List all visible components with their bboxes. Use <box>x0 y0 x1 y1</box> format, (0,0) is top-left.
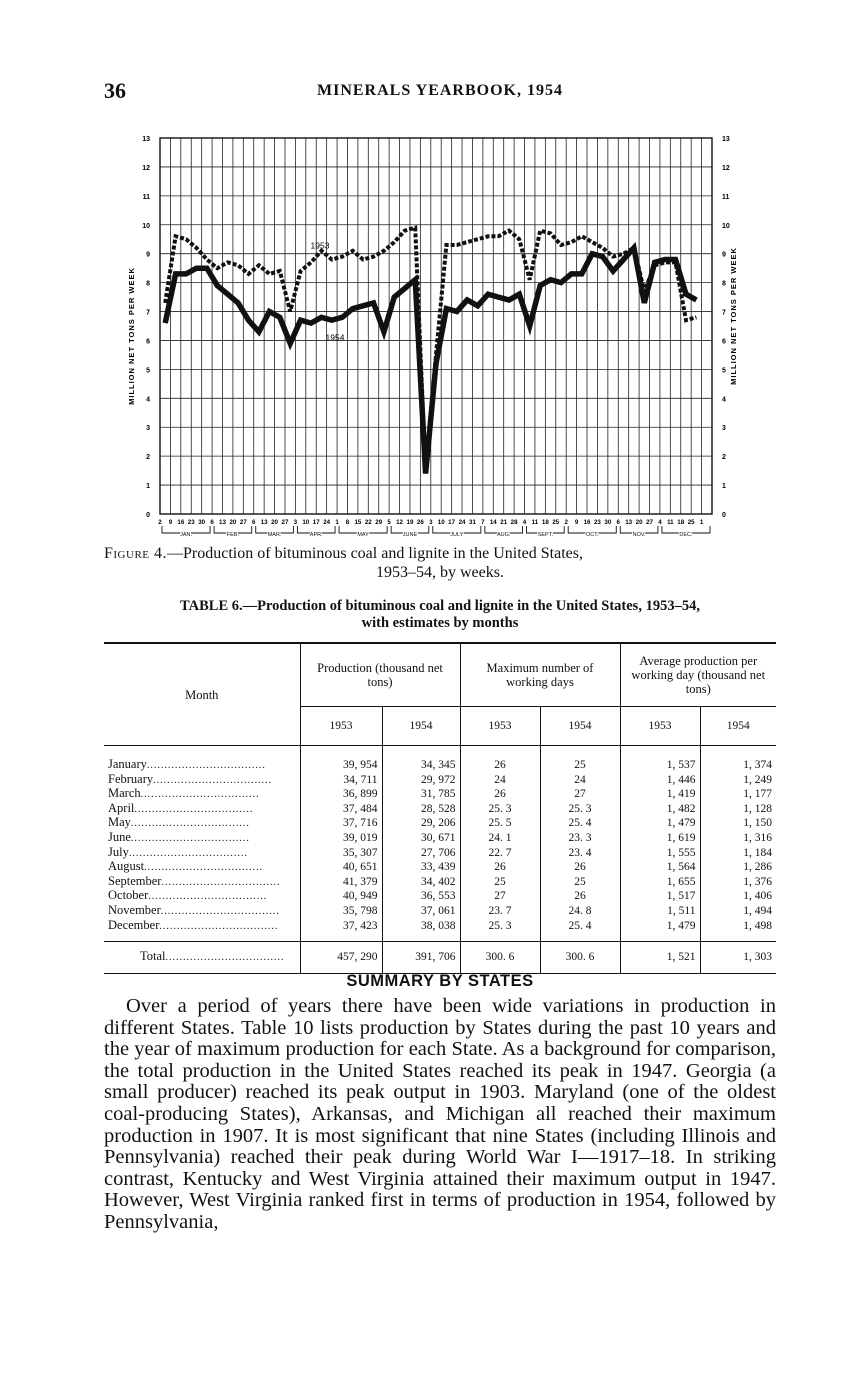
prod-cell: 391, 706 <box>382 942 460 974</box>
year-header: 1953 <box>620 707 700 746</box>
leader-dots: .................................. <box>159 920 279 932</box>
days-cell: 25. 3 <box>460 802 540 817</box>
leader-dots: .................................. <box>144 862 264 874</box>
y-axis-title-right: MILLION NET TONS PER WEEK <box>729 247 738 385</box>
avg-cell: 1, 521 <box>620 942 700 974</box>
leader-dots: .................................. <box>130 818 250 830</box>
leader-dots: .................................. <box>140 789 260 801</box>
y-tick-label-left: 0 <box>146 512 150 519</box>
leader-dots: .................................. <box>134 803 254 815</box>
table-row <box>104 802 776 817</box>
leader-dots: .................................. <box>128 847 248 859</box>
x-tick-label: 27 <box>646 519 653 526</box>
days-cell: 27 <box>460 889 540 904</box>
month-column-header: Month <box>104 643 300 746</box>
month-label: JAN. <box>180 532 192 538</box>
x-tick-label: 4 <box>658 519 662 526</box>
x-tick-label: 23 <box>593 519 601 526</box>
avg-cell: 1, 511 <box>620 904 700 919</box>
days-cell: 23. 7 <box>460 904 540 919</box>
figure-caption-line1: —Production of bituminous coal and lignite in the United States, <box>167 545 583 562</box>
month-label: OCT. <box>585 532 599 538</box>
leader-dots: .................................. <box>161 876 281 888</box>
table-title-line2: with estimates by months <box>361 615 519 631</box>
x-tick-label: 16 <box>583 519 591 526</box>
x-tick-label: 18 <box>677 519 685 526</box>
y-tick-label-left: 1 <box>146 483 150 491</box>
month-label: MAR. <box>267 532 282 538</box>
avg-cell: 1, 249 <box>700 773 776 788</box>
days-cell: 26 <box>540 860 620 875</box>
running-title: MINERALS YEARBOOK, 1954 <box>317 82 563 99</box>
month-cell <box>104 831 300 846</box>
table-row <box>104 860 776 875</box>
production-column-header: Production (thousand net tons) <box>300 643 460 707</box>
y-tick-label-left: 2 <box>146 454 150 462</box>
series-label-1953: 1953 <box>310 240 330 251</box>
month-label: APR. <box>309 532 323 538</box>
month-label: August <box>108 860 145 874</box>
x-tick-label: 24 <box>323 519 331 526</box>
x-tick-label: 18 <box>541 519 549 526</box>
table-row <box>104 746 776 773</box>
month-label: Total <box>140 949 166 964</box>
month-label: March <box>108 787 141 801</box>
x-tick-label: 10 <box>302 519 310 526</box>
prod-cell: 41, 379 <box>300 875 382 890</box>
y-tick-label-right: 1 <box>722 483 726 491</box>
month-label: May <box>108 816 131 830</box>
x-tick-label: 5 <box>387 519 391 526</box>
leader-dots: .................................. <box>130 832 250 844</box>
prod-cell: 39, 954 <box>300 746 382 773</box>
avg-cell: 1, 555 <box>620 846 700 861</box>
month-label: DEC. <box>679 532 693 538</box>
avg-cell: 1, 517 <box>620 889 700 904</box>
avg-cell: 1, 184 <box>700 846 776 861</box>
prod-cell: 29, 206 <box>382 816 460 831</box>
days-cell: 23. 3 <box>540 831 620 846</box>
y-tick-label-right: 2 <box>722 454 726 462</box>
table-row <box>104 831 776 846</box>
prod-cell: 28, 528 <box>382 802 460 817</box>
page-number: 36 <box>104 78 126 103</box>
x-tick-label: 9 <box>574 519 579 526</box>
y-tick-label-right: 12 <box>722 164 730 172</box>
month-cell <box>104 773 300 788</box>
x-tick-label: 13 <box>219 519 226 526</box>
prod-cell: 34, 402 <box>382 875 460 890</box>
avg-cell: 1, 376 <box>700 875 776 890</box>
y-tick-label-right: 3 <box>722 425 726 433</box>
x-tick-label: 13 <box>260 519 268 526</box>
table-row <box>104 889 776 904</box>
y-tick-label-left: 6 <box>146 338 150 346</box>
x-tick-label: 27 <box>239 519 247 526</box>
y-tick-label-left: 12 <box>142 164 150 172</box>
y-tick-label-right: 4 <box>722 396 726 404</box>
x-tick-label: 31 <box>469 519 476 526</box>
x-tick-label: 3 <box>429 519 433 526</box>
leader-dots: .................................. <box>160 905 280 917</box>
plot-frame <box>160 138 712 514</box>
y-tick-label-left: 5 <box>146 367 150 375</box>
prod-cell: 35, 307 <box>300 846 382 861</box>
x-tick-label: 19 <box>406 519 414 526</box>
x-tick-label: 7 <box>481 519 485 526</box>
avg-cell: 1, 303 <box>700 942 776 974</box>
y-tick-label-left: 11 <box>142 193 150 201</box>
weekly-production-chart <box>120 124 740 544</box>
days-cell: 24. 1 <box>460 831 540 846</box>
prod-cell: 33, 439 <box>382 860 460 875</box>
x-tick-label: 14 <box>489 519 497 526</box>
prod-cell: 37, 484 <box>300 802 382 817</box>
figure-caption-line2: 1953–54, by weeks. <box>376 564 504 581</box>
avg-cell: 1, 150 <box>700 816 776 831</box>
days-cell: 24 <box>540 773 620 788</box>
days-cell: 25. 5 <box>460 816 540 831</box>
y-tick-label-left: 7 <box>146 309 150 317</box>
month-cell <box>104 889 300 904</box>
month-label: June <box>108 830 131 844</box>
year-header: 1954 <box>700 707 776 746</box>
avg-cell: 1, 374 <box>700 746 776 773</box>
days-cell: 26 <box>460 746 540 773</box>
table-row <box>104 773 776 788</box>
days-cell: 26 <box>460 860 540 875</box>
table-title <box>104 598 776 632</box>
prod-cell: 34, 711 <box>300 773 382 788</box>
table-total-row <box>104 942 776 974</box>
y-tick-label-right: 7 <box>722 309 726 317</box>
avg-cell: 1, 479 <box>620 919 700 942</box>
y-axis-title-left: MILLION NET TONS PER WEEK <box>127 267 136 405</box>
days-cell: 24 <box>460 773 540 788</box>
x-tick-label: 30 <box>604 519 612 526</box>
x-tick-label: 30 <box>198 519 206 526</box>
x-tick-label: 2 <box>158 519 162 526</box>
days-cell: 25 <box>540 875 620 890</box>
y-tick-label-right: 0 <box>722 512 726 519</box>
x-tick-label: 12 <box>396 519 403 526</box>
section-heading: SUMMARY BY STATES <box>346 972 534 990</box>
x-tick-label: 6 <box>252 519 256 526</box>
y-tick-label-left: 10 <box>142 222 150 230</box>
leader-dots: .................................. <box>165 952 285 964</box>
avg-cell: 1, 419 <box>620 787 700 802</box>
y-tick-label-left: 13 <box>142 136 150 143</box>
y-tick-label-right: 6 <box>722 338 726 346</box>
avg-cell: 1, 482 <box>620 802 700 817</box>
x-tick-label: 1 <box>335 519 339 526</box>
prod-cell: 38, 038 <box>382 919 460 942</box>
avg-cell: 1, 494 <box>700 904 776 919</box>
x-tick-label: 17 <box>448 519 456 526</box>
prod-cell: 30, 671 <box>382 831 460 846</box>
prod-cell: 29, 972 <box>382 773 460 788</box>
x-tick-label: 11 <box>667 519 674 526</box>
x-tick-label: 20 <box>229 519 237 526</box>
table-row <box>104 904 776 919</box>
prod-cell: 457, 290 <box>300 942 382 974</box>
month-cell <box>104 875 300 890</box>
days-cell: 26 <box>460 787 540 802</box>
month-label: December <box>108 918 160 932</box>
x-tick-label: 24 <box>458 519 466 526</box>
table-row <box>104 787 776 802</box>
avg-cell: 1, 406 <box>700 889 776 904</box>
x-tick-label: 4 <box>522 519 527 526</box>
days-cell: 23. 4 <box>540 846 620 861</box>
chart-grid <box>160 138 712 514</box>
days-cell: 25. 4 <box>540 919 620 942</box>
x-tick-label: 13 <box>625 519 633 526</box>
x-tick-label: 26 <box>416 519 424 526</box>
month-label: October <box>108 889 149 903</box>
x-tick-label: 28 <box>510 519 518 526</box>
prod-cell: 36, 899 <box>300 787 382 802</box>
avg-cell: 1, 564 <box>620 860 700 875</box>
month-cell <box>104 904 300 919</box>
max-days-column-header: Maximum number of working days <box>460 643 620 707</box>
month-cell <box>104 787 300 802</box>
days-cell: 300. 6 <box>540 942 620 974</box>
y-tick-label-right: 11 <box>722 193 730 201</box>
avg-production-column-header: Average production per working day (thousand net tons) <box>620 643 776 707</box>
y-tick-label-right: 5 <box>722 367 726 375</box>
x-tick-label: 27 <box>281 519 289 526</box>
avg-cell: 1, 446 <box>620 773 700 788</box>
month-cell <box>104 816 300 831</box>
month-label: September <box>108 874 162 888</box>
prod-cell: 37, 716 <box>300 816 382 831</box>
leader-dots: .................................. <box>148 891 268 903</box>
prod-cell: 37, 061 <box>382 904 460 919</box>
month-label: FEB. <box>226 532 240 538</box>
prod-cell: 40, 651 <box>300 860 382 875</box>
y-tick-label-left: 3 <box>146 425 150 433</box>
summary-paragraph: Over a period of years there have been wide variations in production in different States. Table 10 lists production by States during the past 10 years and the year of maximum production for each State. As a background for comparison, the total production in the United States reached its peak in 1947. Georgia (a small producer) reached its peak output in 1903. Maryland (one of the oldest coal-producing States), Arkansas, and Michigan all reached their maximum production in 1907. It is most significant that nine States (including Illinois and Pennsylvania) reached their peak during World War I—1917–18. In striking contrast, Kentucky and West Virginia attained their maximum output in 1947. However, West Virginia ranked first in terms of production in 1954, followed by Pennsylvania, <box>104 995 776 1233</box>
avg-cell: 1, 655 <box>620 875 700 890</box>
y-tick-label-left: 4 <box>146 396 150 404</box>
x-tick-label: 17 <box>312 519 320 526</box>
days-cell: 26 <box>540 889 620 904</box>
avg-cell: 1, 479 <box>620 816 700 831</box>
x-tick-label: 25 <box>687 519 695 526</box>
days-cell: 24. 8 <box>540 904 620 919</box>
prod-cell: 36, 553 <box>382 889 460 904</box>
prod-cell: 40, 949 <box>300 889 382 904</box>
month-label: January <box>108 757 147 771</box>
prod-cell: 35, 798 <box>300 904 382 919</box>
y-tick-label-left: 9 <box>146 251 150 259</box>
figure-caption <box>104 544 776 582</box>
prod-cell: 34, 345 <box>382 746 460 773</box>
table-row <box>104 919 776 942</box>
year-header: 1954 <box>540 707 620 746</box>
y-tick-label-right: 13 <box>722 136 730 143</box>
month-label: February <box>108 772 154 786</box>
month-label: November <box>108 903 161 917</box>
prod-cell: 37, 423 <box>300 919 382 942</box>
series-label-1954: 1954 <box>325 332 345 343</box>
month-cell <box>104 942 300 974</box>
x-tick-label: 9 <box>168 519 173 526</box>
page-header <box>104 78 776 106</box>
y-tick-label-right: 9 <box>722 251 726 259</box>
x-tick-label: 2 <box>564 519 568 526</box>
x-tick-label: 16 <box>177 519 185 526</box>
x-tick-label: 20 <box>635 519 643 526</box>
prod-cell: 31, 785 <box>382 787 460 802</box>
x-tick-label: 1 <box>699 519 704 526</box>
year-header: 1954 <box>382 707 460 746</box>
x-tick-label: 11 <box>531 519 539 526</box>
x-tick-label: 6 <box>210 519 214 526</box>
table-body <box>104 746 776 974</box>
month-label: JULY <box>450 532 464 538</box>
month-label: JUNE <box>402 532 418 538</box>
days-cell: 25 <box>540 746 620 773</box>
month-label: July <box>108 845 129 859</box>
month-cell <box>104 919 300 942</box>
month-cell <box>104 860 300 875</box>
avg-cell: 1, 286 <box>700 860 776 875</box>
year-header: 1953 <box>460 707 540 746</box>
prod-cell: 39, 019 <box>300 831 382 846</box>
x-tick-label: 8 <box>345 519 350 526</box>
month-cell <box>104 846 300 861</box>
x-tick-label: 22 <box>364 519 372 526</box>
leader-dots: .................................. <box>153 774 273 786</box>
figure-label: Figure 4. <box>104 545 168 562</box>
month-label: MAY <box>357 532 369 538</box>
table-row <box>104 816 776 831</box>
days-cell: 25. 3 <box>540 802 620 817</box>
days-cell: 25. 4 <box>540 816 620 831</box>
x-tick-label: 21 <box>500 519 508 526</box>
x-tick-label: 6 <box>616 519 620 526</box>
table-row <box>104 846 776 861</box>
month-cell <box>104 802 300 817</box>
y-tick-label-right: 8 <box>722 280 726 288</box>
x-tick-label: 23 <box>187 519 195 526</box>
month-label: SEPT. <box>537 532 554 538</box>
month-label: NOV. <box>632 532 646 538</box>
leader-dots: .................................. <box>146 760 266 771</box>
days-cell: 22. 7 <box>460 846 540 861</box>
avg-cell: 1, 177 <box>700 787 776 802</box>
days-cell: 25. 3 <box>460 919 540 942</box>
avg-cell: 1, 316 <box>700 831 776 846</box>
avg-cell: 1, 619 <box>620 831 700 846</box>
x-tick-label: 25 <box>552 519 560 526</box>
days-cell: 300. 6 <box>460 942 540 974</box>
x-tick-label: 29 <box>375 519 383 526</box>
production-table <box>104 642 776 974</box>
year-header: 1953 <box>300 707 382 746</box>
days-cell: 25 <box>460 875 540 890</box>
x-tick-label: 20 <box>271 519 279 526</box>
avg-cell: 1, 537 <box>620 746 700 773</box>
avg-cell: 1, 498 <box>700 919 776 942</box>
x-tick-label: 3 <box>293 519 298 526</box>
days-cell: 27 <box>540 787 620 802</box>
y-tick-label-right: 10 <box>722 222 730 230</box>
x-tick-label: 15 <box>354 519 362 526</box>
y-tick-label-left: 8 <box>146 280 150 288</box>
chart-axes <box>127 136 738 538</box>
table-row <box>104 875 776 890</box>
prod-cell: 27, 706 <box>382 846 460 861</box>
month-cell <box>104 746 300 773</box>
avg-cell: 1, 128 <box>700 802 776 817</box>
month-label: AUG. <box>496 532 511 538</box>
month-label: April <box>108 801 135 815</box>
table-title-line1: TABLE 6.—Production of bituminous coal and lignite in the United States, 1953–54, <box>180 598 700 614</box>
x-tick-label: 10 <box>437 519 445 526</box>
